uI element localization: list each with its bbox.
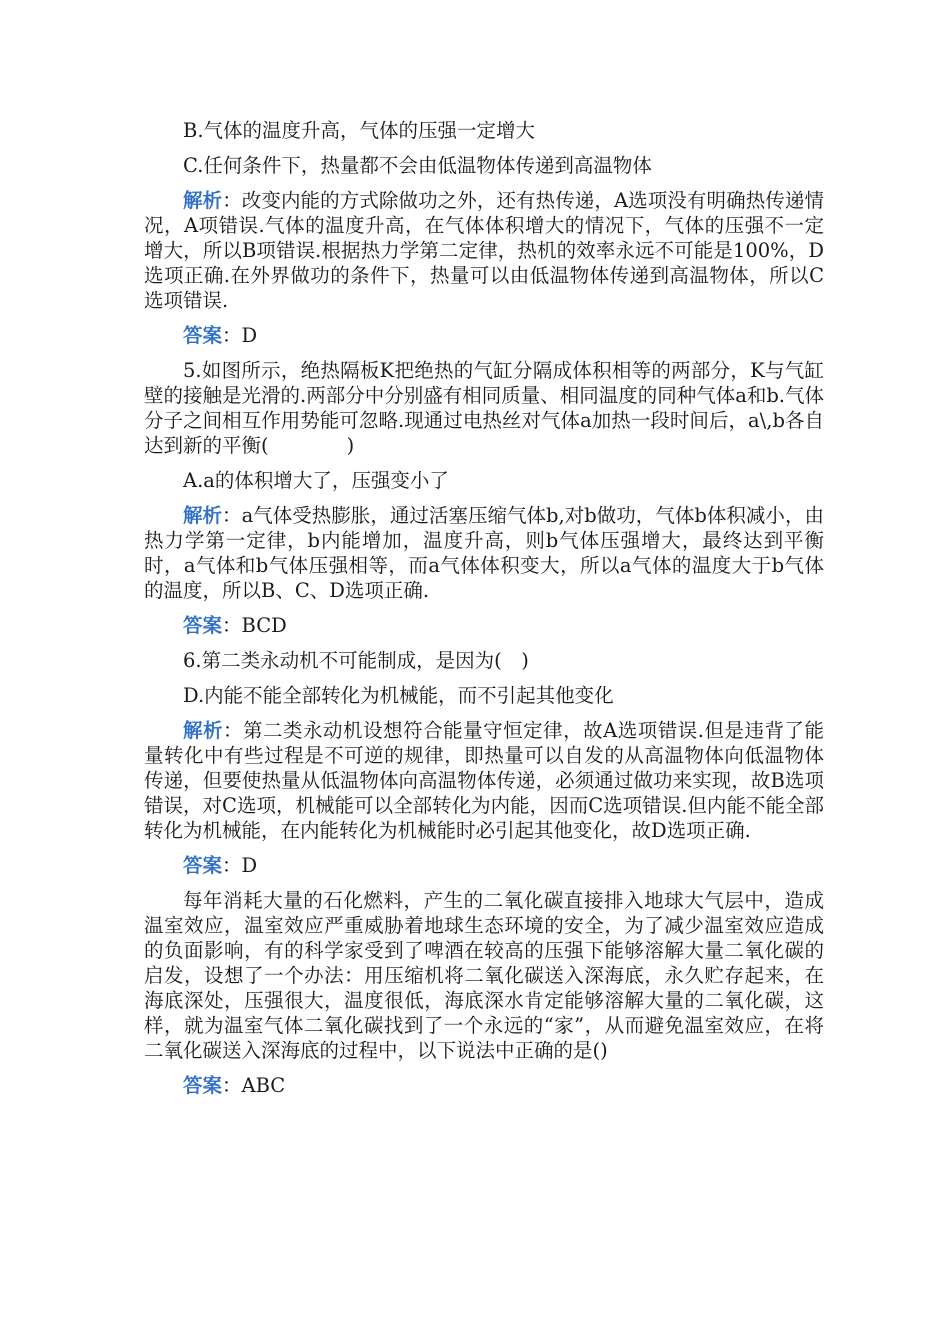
option-c: C.任何条件下，热量都不会由低温物体传递到高温物体: [183, 154, 652, 177]
answer-sep: ：: [222, 614, 242, 637]
analysis-label: 解析: [183, 504, 223, 527]
question-6: 6.第二类永动机不可能制成，是因为( ): [183, 649, 529, 672]
answer-4: [144, 1073, 824, 1098]
analysis-text: a气体受热膨胀，通过活塞压缩气体b,对b做功，气体b体积减小，由热力学第一定律，b内能增加，温度升高，则b气体压强增大，最终达到平衡时，a气体和b气体压强相等，而a气体体积变大，所以a气体的温度大于b气体的温度，所以B、C、D选项正确.: [144, 504, 824, 602]
answer-1: [144, 323, 824, 348]
answer-2: [144, 613, 824, 638]
option-b: B.气体的温度升高，气体的压强一定增大: [183, 119, 536, 142]
analysis-label: 解析: [183, 719, 224, 742]
analysis-sep: ：: [222, 504, 242, 527]
document-page: [144, 118, 824, 1108]
question-5: 5.如图所示，绝热隔板K把绝热的气缸分隔成体积相等的两部分，K与气缸壁的接触是光滑的.两部分中分别盛有相同质量、相同温度的同种气体a和b.气体分子之间相互作用势能可忽略.现通过电热丝对气体a加热一段时间后，a\,b各自达到新的平衡( ): [144, 359, 825, 457]
analysis-sep: ：: [223, 719, 244, 742]
passage: 每年消耗大量的石化燃料，产生的二氧化碳直接排入地球大气层中，造成温室效应，温室效应严重威胁着地球生态环境的安全，为了减少温室效应造成的负面影响，有的科学家受到了啤酒在较高的压强下能够溶解大量二氧化碳的启发，设想了一个办法：用压缩机将二氧化碳送入深海底，永久贮存起来，在海底深处，压强很大，温度很低，海底深水肯定能够溶解大量的二氧化碳，这样，就为温室气体二氧化碳找到了一个永远的“家”，从而避免温室效应，在将二氧化碳送入深海底的过程中，以下说法中正确的是(): [144, 889, 824, 1062]
analysis-label: 解析: [183, 189, 223, 212]
answer-text: D: [241, 324, 258, 347]
analysis-3: [144, 718, 824, 843]
answer-label: 答案: [183, 614, 223, 637]
option-d: D.内能不能全部转化为机械能，而不引起其他变化: [183, 684, 614, 707]
option-a: A.a的体积增大了，压强变小了: [183, 469, 449, 492]
answer-label: 答案: [183, 324, 223, 347]
analysis-text: 第二类永动机设想符合能量守恒定律，故A选项错误.但是违背了能量转化中有些过程是不可逆的规律，即热量可以自发的从高温物体向低温物体传递，但要使热量从低温物体向高温物体传递，必须通过做功来实现，故B选项错误，对C选项，机械能可以全部转化为内能，因而C选项错误.但内能不能全部转化为机械能，在内能转化为机械能时必引起其他变化，故D选项正确.: [144, 719, 824, 842]
answer-label: 答案: [183, 854, 223, 877]
answer-sep: ：: [222, 1074, 242, 1097]
answer-sep: ：: [222, 854, 242, 877]
answer-3: [144, 853, 824, 878]
answer-label: 答案: [183, 1074, 223, 1097]
analysis-sep: ：: [222, 189, 242, 212]
answer-text: BCD: [241, 614, 287, 637]
analysis-text: 改变内能的方式除做功之外，还有热传递，A选项没有明确热传递情况，A项错误.气体的温度升高，在气体体积增大的情况下，气体的压强不一定增大，所以B项错误.根据热力学第二定律，热机的效率永远不可能是100%，D选项正确.在外界做功的条件下，热量可以由低温物体传递到高温物体，所以C选项错误.: [144, 189, 824, 312]
analysis-2: [144, 503, 824, 603]
answer-text: ABC: [241, 1074, 286, 1097]
answer-text: D: [241, 854, 258, 877]
answer-sep: ：: [222, 324, 242, 347]
analysis-1: [144, 188, 824, 313]
